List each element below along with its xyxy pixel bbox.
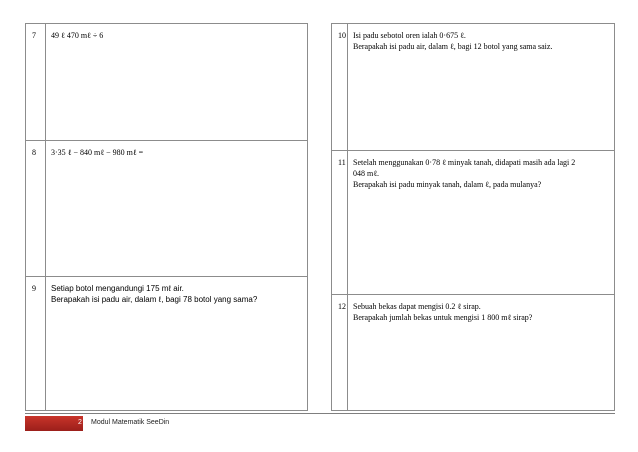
question-line: 048 mℓ. xyxy=(353,169,380,178)
question-row-11 xyxy=(332,151,615,295)
question-text xyxy=(46,24,308,141)
question-line: Berapakah isi padu minyak tanah, dalam ℓ, pada mulanya? xyxy=(353,180,542,189)
question-number: 7 xyxy=(26,24,46,141)
question-number: 10 xyxy=(332,24,348,151)
question-text xyxy=(348,24,615,151)
page-number: 2 xyxy=(78,419,82,426)
question-line: 49 ℓ 470 mℓ ÷ 6 xyxy=(51,31,104,40)
question-line: Berapakah jumlah bekas untuk mengisi 1 800 mℓ sirap? xyxy=(353,313,533,322)
question-text xyxy=(348,295,615,411)
left-question-table xyxy=(25,23,308,411)
question-row-10 xyxy=(332,24,615,151)
footer-divider xyxy=(25,413,615,414)
question-line: Setiap botol mengandungi 175 mℓ air. xyxy=(51,284,184,293)
page-footer xyxy=(25,413,622,433)
question-number: 11 xyxy=(332,151,348,295)
question-row-9 xyxy=(26,277,308,411)
question-line: Isi padu sebotol oren ialah 0·675 ℓ. xyxy=(353,31,466,40)
question-number: 12 xyxy=(332,295,348,411)
question-row-12 xyxy=(332,295,615,411)
question-text xyxy=(46,141,308,277)
question-text xyxy=(348,151,615,295)
question-line: Setelah menggunakan 0·78 ℓ minyak tanah, didapati masih ada lagi 2 xyxy=(353,158,576,167)
footer-title: Modul Matematik SeeDin xyxy=(91,419,170,426)
question-number: 9 xyxy=(26,277,46,411)
question-row-7 xyxy=(26,24,308,141)
question-line: Berapakah isi padu air, dalam ℓ, bagi 12 botol yang sama saiz. xyxy=(353,42,553,51)
question-line: Berapakah isi padu air, dalam ℓ, bagi 78 botol yang sama? xyxy=(51,295,258,304)
question-line: 3·35 ℓ − 840 mℓ − 980 mℓ = xyxy=(51,148,144,157)
right-question-table xyxy=(331,23,615,411)
question-row-8 xyxy=(26,141,308,277)
footer-accent-box xyxy=(25,416,83,431)
question-text xyxy=(46,277,308,411)
question-line: Sebuah bekas dapat mengisi 0.2 ℓ sirap. xyxy=(353,302,481,311)
question-number: 8 xyxy=(26,141,46,277)
